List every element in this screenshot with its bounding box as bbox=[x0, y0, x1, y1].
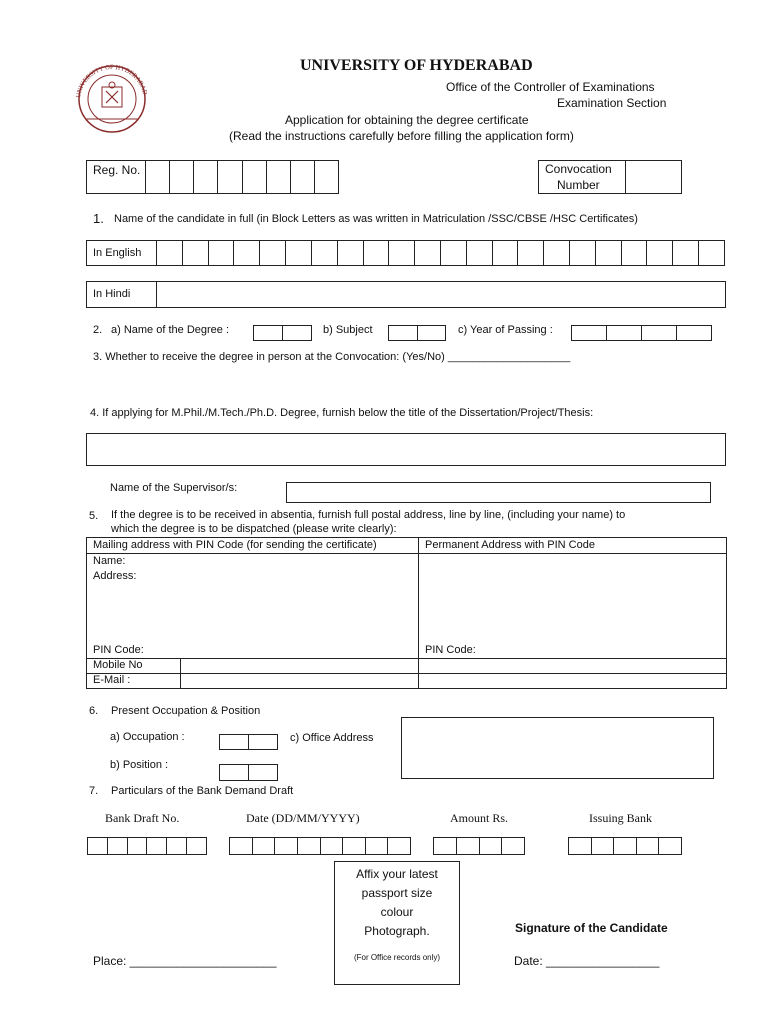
bank-draft-no-label: Bank Draft No. bbox=[105, 811, 180, 825]
in-hindi-label-box bbox=[86, 281, 157, 308]
q5-number: 5. bbox=[89, 510, 99, 522]
mobile-label: Mobile No bbox=[93, 659, 143, 671]
occupation-input[interactable] bbox=[219, 734, 278, 750]
q7-number: 7. bbox=[89, 785, 99, 797]
application-title: Application for obtaining the degree certificate bbox=[285, 113, 529, 127]
mailing-name-label: Name: bbox=[93, 555, 126, 567]
q1-number: 1. bbox=[93, 211, 104, 226]
convocation-label-1: Convocation bbox=[545, 162, 612, 176]
q5-line1: If the degree is to be received in absentia, furnish full postal address, line by line, (including your name) to bbox=[111, 509, 626, 521]
subject-input[interactable] bbox=[388, 325, 446, 341]
university-title: UNIVERSITY OF HYDERABAD bbox=[300, 57, 533, 74]
email-input[interactable] bbox=[181, 674, 726, 688]
svg-text:UNIVERSITY OF HYDERABAD: UNIVERSITY OF HYDERABAD bbox=[75, 63, 149, 99]
position-input[interactable] bbox=[219, 764, 278, 781]
in-english-label: In English bbox=[93, 247, 142, 259]
q6-number: 6. bbox=[89, 705, 99, 717]
issuing-bank-input[interactable] bbox=[568, 837, 682, 855]
name-english-input[interactable] bbox=[156, 240, 725, 266]
amount-input[interactable] bbox=[433, 837, 525, 855]
in-hindi-label: In Hindi bbox=[93, 288, 131, 300]
photo-affix-box[interactable] bbox=[334, 861, 460, 985]
issuing-bank-label: Issuing Bank bbox=[589, 811, 652, 825]
in-english-label-box bbox=[86, 240, 157, 266]
convocation-label-2: Number bbox=[557, 178, 600, 192]
photo-line-4: Photograph. bbox=[364, 924, 430, 938]
q4-text: 4. If applying for M.Phil./M.Tech./Ph.D. Degree, furnish below the title of the Dissertation/Project/Thesis: bbox=[90, 407, 594, 419]
degree-name-label: a) Name of the Degree : bbox=[111, 324, 230, 336]
q6-text: Present Occupation & Position bbox=[111, 705, 261, 717]
reg-no-input[interactable] bbox=[145, 160, 339, 194]
permanent-address-input[interactable] bbox=[419, 554, 726, 658]
bank-draft-no-input[interactable] bbox=[87, 837, 207, 855]
photo-line-2: passport size bbox=[361, 886, 433, 900]
subject-label: b) Subject bbox=[323, 324, 373, 336]
draft-date-input[interactable] bbox=[229, 837, 411, 855]
mailing-address-label: Address: bbox=[93, 570, 137, 582]
dissertation-title-input[interactable] bbox=[86, 433, 726, 466]
office-name: Office of the Controller of Examinations bbox=[446, 80, 655, 94]
university-seal-logo bbox=[64, 63, 160, 133]
mailing-pin-label: PIN Code: bbox=[93, 644, 144, 656]
q5-line2: which the degree is to be dispatched (please write clearly): bbox=[111, 523, 397, 535]
permanent-address-header: Permanent Address with PIN Code bbox=[425, 539, 595, 551]
position-label: b) Position : bbox=[110, 759, 169, 771]
address-table bbox=[86, 537, 727, 689]
q7-text: Particulars of the Bank Demand Draft bbox=[111, 785, 294, 797]
office-address-input[interactable] bbox=[401, 717, 714, 779]
photo-line-1: Affix your latest bbox=[356, 867, 438, 881]
occupation-label: a) Occupation : bbox=[110, 731, 185, 743]
q3-text: 3. Whether to receive the degree in person at the Convocation: (Yes/No) ____________________ bbox=[93, 351, 571, 363]
name-hindi-input[interactable] bbox=[156, 281, 726, 308]
place-field[interactable]: Place: ______________________ bbox=[93, 954, 277, 968]
convocation-number-input[interactable] bbox=[625, 160, 682, 194]
section-name: Examination Section bbox=[557, 96, 667, 110]
mailing-address-header: Mailing address with PIN Code (for sending the certificate) bbox=[93, 539, 377, 551]
supervisor-input[interactable] bbox=[286, 482, 711, 503]
convocation-label-box bbox=[538, 160, 626, 194]
mobile-input[interactable] bbox=[181, 659, 726, 673]
q2-number: 2. bbox=[93, 324, 103, 336]
signature-label: Signature of the Candidate bbox=[515, 921, 668, 935]
office-address-label: c) Office Address bbox=[290, 732, 374, 744]
supervisor-label: Name of the Supervisor/s: bbox=[110, 482, 238, 494]
permanent-pin-label: PIN Code: bbox=[425, 644, 476, 656]
photo-office-note: (For Office records only) bbox=[353, 953, 441, 962]
reg-no-label-box bbox=[86, 160, 146, 194]
instructions-note: (Read the instructions carefully before filling the application form) bbox=[229, 129, 574, 143]
draft-date-label: Date (DD/MM/YYYY) bbox=[246, 811, 360, 825]
email-label: E-Mail : bbox=[93, 674, 131, 686]
degree-name-input[interactable] bbox=[253, 325, 312, 341]
q1-text: Name of the candidate in full (in Block Letters as was written in Matriculation /SSC/CBSE /HSC Certificates) bbox=[114, 213, 638, 225]
mailing-address-input[interactable] bbox=[87, 554, 418, 658]
reg-no-label: Reg. No. bbox=[93, 163, 141, 177]
year-of-passing-input[interactable] bbox=[571, 325, 712, 341]
year-of-passing-label: c) Year of Passing : bbox=[458, 324, 553, 336]
date-field[interactable]: Date: _________________ bbox=[514, 954, 660, 968]
amount-label: Amount Rs. bbox=[450, 811, 509, 825]
photo-line-3: colour bbox=[380, 905, 414, 919]
